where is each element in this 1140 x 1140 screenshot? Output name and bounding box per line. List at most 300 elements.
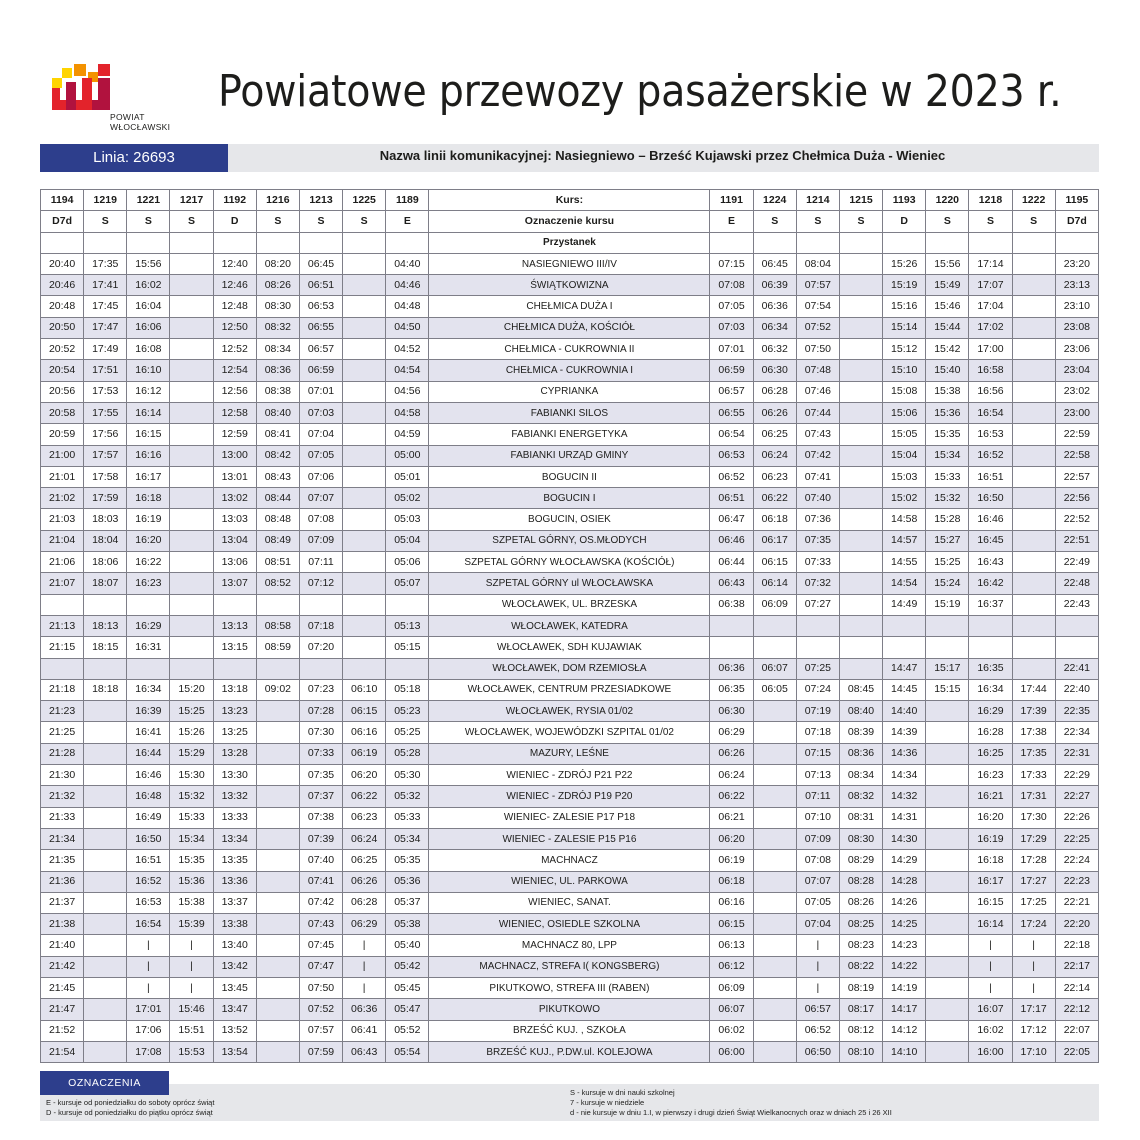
time-cell [41,594,84,615]
time-cell: 16:23 [127,573,170,594]
time-cell: 21:40 [41,935,84,956]
time-cell: 17:55 [84,402,127,423]
time-cell: 14:40 [883,701,926,722]
course-number-cell: 1220 [926,190,969,211]
stop-name: NASIEGNIEWO III/IV [429,253,710,274]
course-number-cell: 1225 [343,190,386,211]
time-cell: 05:32 [386,786,429,807]
time-cell: 06:52 [710,466,753,487]
timetable-row [41,935,1099,956]
time-cell: 07:54 [796,296,839,317]
time-cell: 22:41 [1055,658,1098,679]
time-cell: 06:35 [710,679,753,700]
time-cell: 15:26 [170,722,213,743]
stop-name: WŁOCŁAWEK, UL. BRZESKA [429,594,710,615]
time-cell: 06:26 [753,402,796,423]
time-cell: 23:10 [1055,296,1098,317]
time-cell: 06:45 [753,253,796,274]
time-cell: 21:04 [41,530,84,551]
time-cell: 07:05 [796,892,839,913]
time-cell: 15:15 [926,679,969,700]
time-cell: 05:15 [386,637,429,658]
legend-left [46,1098,214,1118]
time-cell: 15:33 [170,807,213,828]
empty-cell [170,232,213,253]
time-cell: 08:04 [796,253,839,274]
time-cell: 07:33 [299,743,342,764]
time-cell: 17:44 [1012,679,1055,700]
time-cell: 22:21 [1055,892,1098,913]
time-cell: 13:04 [213,530,256,551]
time-cell: | [796,977,839,998]
time-cell [1012,509,1055,530]
time-cell: 08:20 [256,253,299,274]
stop-name: WŁOCŁAWEK, RYSIA 01/02 [429,701,710,722]
time-cell: 05:18 [386,679,429,700]
timetable-row [41,296,1099,317]
stop-name: WŁOCŁAWEK, DOM RZEMIOSŁA [429,658,710,679]
time-cell: 15:34 [926,445,969,466]
course-mark-cell: D [213,211,256,232]
time-cell: 17:58 [84,466,127,487]
time-cell: 23:08 [1055,317,1098,338]
time-cell: 14:12 [883,1020,926,1041]
time-cell [299,594,342,615]
time-cell [84,892,127,913]
stop-name: PIKUTKOWO, STREFA III (RABEN) [429,977,710,998]
empty-cell [256,232,299,253]
time-cell: 08:25 [839,914,882,935]
stop-name: SZPETAL GÓRNY ul WŁOCŁAWSKA [429,573,710,594]
time-cell: 04:58 [386,402,429,423]
timetable-row [41,488,1099,509]
time-cell [753,977,796,998]
time-cell: 16:17 [969,871,1012,892]
time-cell: 17:35 [1012,743,1055,764]
time-cell: 07:25 [796,658,839,679]
time-cell [926,786,969,807]
time-cell: 13:45 [213,977,256,998]
time-cell [926,765,969,786]
time-cell: 16:18 [127,488,170,509]
time-cell: 23:13 [1055,275,1098,296]
time-cell: 12:59 [213,424,256,445]
time-cell [343,573,386,594]
time-cell: 07:41 [796,466,839,487]
powiat-crest-icon [52,64,114,114]
time-cell: 07:52 [796,317,839,338]
time-cell: 06:38 [710,594,753,615]
time-cell [343,275,386,296]
time-cell: 13:28 [213,743,256,764]
course-number-cell: 1195 [1055,190,1098,211]
time-cell: 15:17 [926,658,969,679]
time-cell: 17:29 [1012,828,1055,849]
time-cell: 18:13 [84,615,127,636]
time-cell [883,637,926,658]
time-cell: 22:14 [1055,977,1098,998]
time-cell [1012,658,1055,679]
stop-name: MACHNACZ [429,850,710,871]
time-cell: 14:45 [883,679,926,700]
time-cell [170,296,213,317]
time-cell: 06:43 [343,1041,386,1062]
time-cell: 06:15 [343,701,386,722]
time-cell [839,488,882,509]
time-cell: 05:35 [386,850,429,871]
time-cell [753,637,796,658]
stop-name: WIENIEC, UL. PARKOWA [429,871,710,892]
time-cell: 06:14 [753,573,796,594]
course-number-row [41,190,1099,211]
course-mark-cell: S [796,211,839,232]
time-cell: 08:34 [839,765,882,786]
time-cell: 07:24 [796,679,839,700]
time-cell: 13:18 [213,679,256,700]
course-mark-cell: S [299,211,342,232]
time-cell: 06:32 [753,339,796,360]
time-cell: 16:29 [969,701,1012,722]
time-cell: 21:06 [41,552,84,573]
time-cell: 08:36 [256,360,299,381]
time-cell: 06:16 [710,892,753,913]
course-number-cell: 1213 [299,190,342,211]
time-cell: | [343,956,386,977]
time-cell: 06:52 [796,1020,839,1041]
time-cell: 06:55 [299,317,342,338]
time-cell: 12:52 [213,339,256,360]
time-cell: 04:56 [386,381,429,402]
time-cell: 13:30 [213,765,256,786]
time-cell: 16:42 [969,573,1012,594]
stop-name: MACHNACZ 80, LPP [429,935,710,956]
time-cell: 07:05 [299,445,342,466]
time-cell [343,530,386,551]
time-cell: 06:00 [710,1041,753,1062]
time-cell: 06:43 [710,573,753,594]
time-cell: 13:01 [213,466,256,487]
course-number-cell: 1194 [41,190,84,211]
time-cell: 06:09 [710,977,753,998]
time-cell: | [343,935,386,956]
time-cell: 20:58 [41,402,84,423]
time-cell: 09:02 [256,679,299,700]
time-cell [839,296,882,317]
time-cell: 05:06 [386,552,429,573]
time-cell: 07:50 [299,977,342,998]
time-cell [839,339,882,360]
time-cell: 22:18 [1055,935,1098,956]
time-cell: 18:03 [84,509,127,530]
time-cell: 15:33 [926,466,969,487]
time-cell [170,275,213,296]
time-cell: 15:34 [170,828,213,849]
time-cell [926,701,969,722]
time-cell: 14:36 [883,743,926,764]
empty-cell [839,232,882,253]
time-cell [170,445,213,466]
time-cell: 16:51 [969,466,1012,487]
course-mark-cell: S [1012,211,1055,232]
time-cell: 07:46 [796,381,839,402]
time-cell: 07:13 [796,765,839,786]
time-cell [84,722,127,743]
time-cell [84,914,127,935]
time-cell [386,594,429,615]
time-cell: 14:29 [883,850,926,871]
empty-cell [753,232,796,253]
time-cell: 16:17 [127,466,170,487]
time-cell: 13:33 [213,807,256,828]
time-cell: 15:39 [170,914,213,935]
time-cell: 16:23 [969,765,1012,786]
time-cell: 22:49 [1055,552,1098,573]
time-cell: 06:57 [299,339,342,360]
time-cell: 05:52 [386,1020,429,1041]
time-cell: 16:51 [127,850,170,871]
time-cell: 15:56 [926,253,969,274]
time-cell [1012,552,1055,573]
time-cell: 06:18 [753,509,796,530]
time-cell [883,615,926,636]
time-cell: 21:03 [41,509,84,530]
time-cell: 15:19 [883,275,926,296]
time-cell: 15:53 [170,1041,213,1062]
time-cell: 05:01 [386,466,429,487]
time-cell: 16:50 [127,828,170,849]
time-cell: 15:25 [170,701,213,722]
time-cell: 16:52 [969,445,1012,466]
time-cell: 15:35 [926,424,969,445]
time-cell [343,658,386,679]
time-cell: 06:34 [753,317,796,338]
time-cell: 22:57 [1055,466,1098,487]
time-cell: | [969,977,1012,998]
course-number-cell: 1189 [386,190,429,211]
time-cell [256,935,299,956]
time-cell: 08:30 [839,828,882,849]
time-cell: 13:23 [213,701,256,722]
time-cell: 04:59 [386,424,429,445]
course-number-cell: 1193 [883,190,926,211]
stop-name: WŁOCŁAWEK, CENTRUM PRZESIADKOWE [429,679,710,700]
time-cell: 15:35 [170,850,213,871]
time-cell: 06:15 [753,552,796,573]
stop-name: CYPRIANKA [429,381,710,402]
time-cell [41,658,84,679]
time-cell: 15:06 [883,402,926,423]
time-cell: 07:15 [710,253,753,274]
time-cell: 20:59 [41,424,84,445]
timetable-row [41,892,1099,913]
time-cell: 08:19 [839,977,882,998]
timetable-row [41,828,1099,849]
time-cell: 08:34 [256,339,299,360]
time-cell [839,573,882,594]
time-cell: 07:11 [299,552,342,573]
time-cell: 14:19 [883,977,926,998]
time-cell: 18:04 [84,530,127,551]
time-cell: 17:57 [84,445,127,466]
logo-line-1: POWIAT [110,112,145,122]
time-cell: 08:58 [256,615,299,636]
time-cell: 17:10 [1012,1041,1055,1062]
time-cell: 06:53 [710,445,753,466]
time-cell [170,317,213,338]
time-cell: 04:50 [386,317,429,338]
time-cell: 17:31 [1012,786,1055,807]
time-cell: 08:10 [839,1041,882,1062]
time-cell [753,722,796,743]
time-cell: 06:22 [710,786,753,807]
time-cell [753,1041,796,1062]
time-cell: 05:04 [386,530,429,551]
timetable-row [41,275,1099,296]
time-cell [753,1020,796,1041]
time-cell: 21:02 [41,488,84,509]
time-cell [1055,637,1098,658]
time-cell: 15:38 [926,381,969,402]
timetable-row [41,658,1099,679]
time-cell: 07:09 [796,828,839,849]
time-cell [1012,530,1055,551]
time-cell: 16:41 [127,722,170,743]
time-cell: 17:02 [969,317,1012,338]
time-cell: 22:43 [1055,594,1098,615]
time-cell: 07:28 [299,701,342,722]
course-mark-cell: S [926,211,969,232]
time-cell: 15:38 [170,892,213,913]
legend-item: D - kursuje od poniedziałku do piątku oprócz świąt [46,1108,213,1117]
time-cell: 17:53 [84,381,127,402]
stop-name: BRZEŚĆ KUJ. , SZKOŁA [429,1020,710,1041]
time-cell [343,509,386,530]
timetable-row [41,765,1099,786]
time-cell: 15:05 [883,424,926,445]
course-number-cell: 1215 [839,190,882,211]
time-cell: 05:37 [386,892,429,913]
time-cell [1012,488,1055,509]
time-cell: 23:20 [1055,253,1098,274]
time-cell: 08:23 [839,935,882,956]
time-cell [256,977,299,998]
stop-header-label: Przystanek [429,232,710,253]
time-cell: 21:00 [41,445,84,466]
course-mark-cell: S [753,211,796,232]
time-cell: 07:07 [299,488,342,509]
time-cell: | [170,956,213,977]
time-cell: 15:56 [127,253,170,274]
time-cell: 16:35 [969,658,1012,679]
time-cell [343,381,386,402]
time-cell [299,658,342,679]
time-cell [926,807,969,828]
time-cell: 13:06 [213,552,256,573]
time-cell: 17:00 [969,339,1012,360]
empty-cell [926,232,969,253]
time-cell: 07:38 [299,807,342,828]
time-cell: 07:33 [796,552,839,573]
time-cell: 16:48 [127,786,170,807]
time-cell: 06:26 [343,871,386,892]
stop-name: WIENIEC - ZDRÓJ P19 P20 [429,786,710,807]
time-cell: 08:49 [256,530,299,551]
time-cell: 07:18 [299,615,342,636]
stop-name: BOGUCIN, OSIEK [429,509,710,530]
course-number-cell: 1222 [1012,190,1055,211]
time-cell: 16:52 [127,871,170,892]
time-cell: 07:08 [796,850,839,871]
empty-cell [796,232,839,253]
course-mark-cell: D7d [1055,211,1098,232]
time-cell: 16:15 [969,892,1012,913]
time-cell [170,530,213,551]
time-cell: 05:54 [386,1041,429,1062]
time-cell [1055,615,1098,636]
time-cell: 13:13 [213,615,256,636]
time-cell: 22:25 [1055,828,1098,849]
time-cell [170,637,213,658]
stop-name: MAZURY, LEŚNE [429,743,710,764]
time-cell: 08:30 [256,296,299,317]
timetable-row [41,424,1099,445]
time-cell: 06:55 [710,402,753,423]
time-cell: | [1012,977,1055,998]
time-cell: 14:23 [883,935,926,956]
time-cell: 08:42 [256,445,299,466]
time-cell: 18:18 [84,679,127,700]
stop-name: CHEŁMICA - CUKROWNIA I [429,360,710,381]
legend-item: d - nie kursuje w dniu 1.I, w pierwszy i drugi dzień Świąt Wielkanocnych oraz w dniach 25 i 26 XII [570,1108,892,1117]
time-cell [343,615,386,636]
time-cell: 05:47 [386,999,429,1020]
time-cell: 06:29 [343,914,386,935]
timetable-row [41,552,1099,573]
time-cell: 16:02 [969,1020,1012,1041]
time-cell: | [127,977,170,998]
time-cell [343,488,386,509]
time-cell: 07:36 [796,509,839,530]
time-cell: 06:07 [710,999,753,1020]
time-cell: 07:47 [299,956,342,977]
time-cell: 07:35 [796,530,839,551]
timetable-row [41,637,1099,658]
time-cell [343,424,386,445]
timetable-row [41,701,1099,722]
time-cell: 15:46 [170,999,213,1020]
time-cell: 07:52 [299,999,342,1020]
time-cell: 16:25 [969,743,1012,764]
time-cell: 16:54 [127,914,170,935]
time-cell [753,935,796,956]
time-cell: 16:12 [127,381,170,402]
time-cell: 16:50 [969,488,1012,509]
time-cell [127,594,170,615]
course-mark-cell: S [170,211,213,232]
time-cell: | [127,935,170,956]
time-cell: 17:45 [84,296,127,317]
time-cell: 06:41 [343,1020,386,1041]
time-cell: 06:57 [710,381,753,402]
time-cell [926,615,969,636]
time-cell: 12:48 [213,296,256,317]
time-cell [256,892,299,913]
time-cell: 15:32 [170,786,213,807]
timetable-row [41,360,1099,381]
time-cell: 04:54 [386,360,429,381]
time-cell: 06:20 [343,765,386,786]
time-cell: 08:40 [256,402,299,423]
